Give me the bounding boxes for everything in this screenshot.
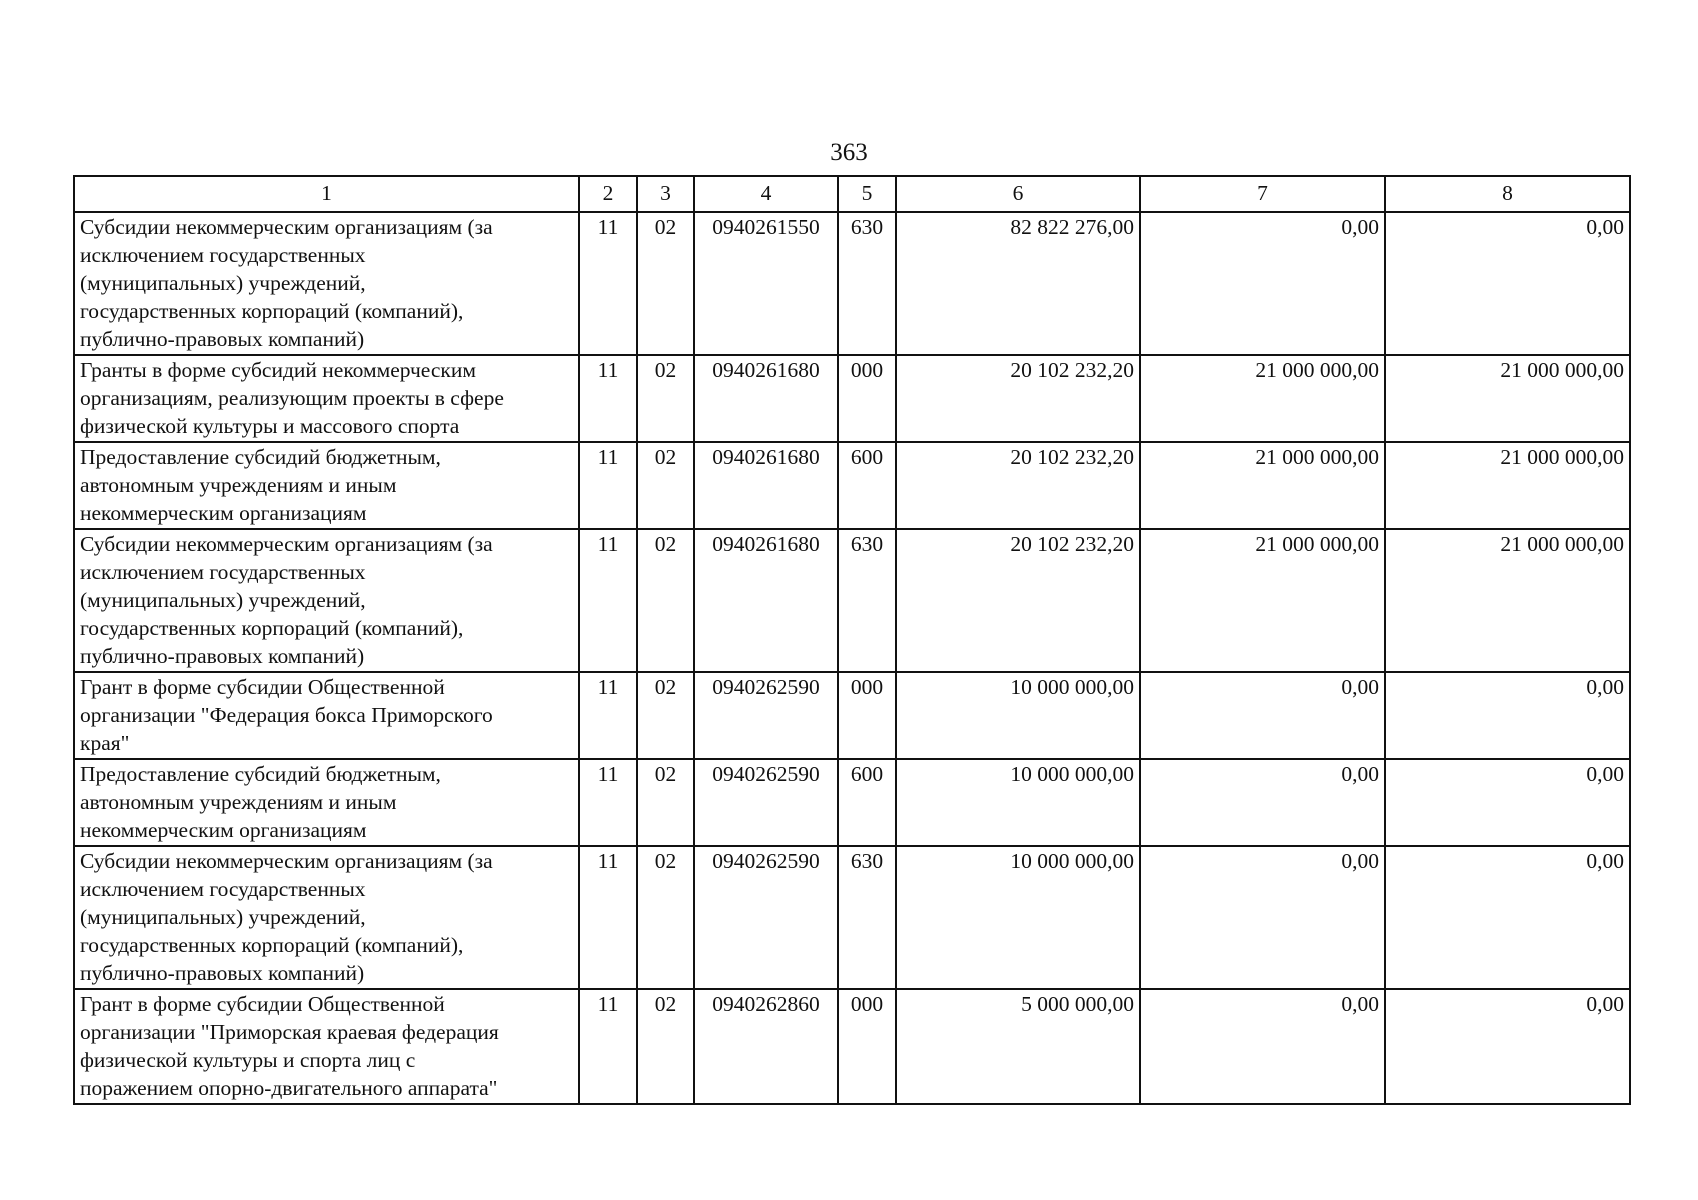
amount-col-6: 20 102 232,20 (896, 355, 1140, 442)
row-description: Субсидии некоммерческим организациям (за исключением государственных (муниципальных) учреждений, государственных корпораций (компаний), публично-правовых компаний) (74, 846, 579, 989)
column-header-1: 1 (74, 176, 579, 212)
subsection-code: 02 (637, 212, 694, 355)
target-article-code: 0940261680 (694, 442, 838, 529)
amount-col-8: 21 000 000,00 (1385, 355, 1630, 442)
column-header-5: 5 (838, 176, 896, 212)
column-header-6: 6 (896, 176, 1140, 212)
column-header-2: 2 (579, 176, 637, 212)
expense-type-code: 000 (838, 355, 896, 442)
target-article-code: 0940261680 (694, 355, 838, 442)
row-description: Грант в форме субсидии Общественной организации "Федерация бокса Приморского края" (74, 672, 579, 759)
target-article-code: 0940262590 (694, 846, 838, 989)
amount-col-6: 20 102 232,20 (896, 442, 1140, 529)
target-article-code: 0940261680 (694, 529, 838, 672)
table-row (74, 212, 1630, 355)
amount-col-6: 20 102 232,20 (896, 529, 1140, 672)
target-article-code: 0940262590 (694, 672, 838, 759)
amount-col-6: 10 000 000,00 (896, 759, 1140, 846)
amount-col-8: 0,00 (1385, 672, 1630, 759)
amount-col-6: 10 000 000,00 (896, 846, 1140, 989)
amount-col-7: 21 000 000,00 (1140, 355, 1385, 442)
amount-col-8: 0,00 (1385, 989, 1630, 1104)
target-article-code: 0940262590 (694, 759, 838, 846)
section-code: 11 (579, 442, 637, 529)
header-row (74, 176, 1630, 212)
section-code: 11 (579, 672, 637, 759)
amount-col-8: 21 000 000,00 (1385, 529, 1630, 672)
page-number: 363 (830, 139, 868, 166)
amount-col-8: 21 000 000,00 (1385, 442, 1630, 529)
section-code: 11 (579, 355, 637, 442)
column-header-4: 4 (694, 176, 838, 212)
row-description: Субсидии некоммерческим организациям (за исключением государственных (муниципальных) учреждений, государственных корпораций (компаний), публично-правовых компаний) (74, 529, 579, 672)
subsection-code: 02 (637, 989, 694, 1104)
subsection-code: 02 (637, 355, 694, 442)
column-header-7: 7 (1140, 176, 1385, 212)
expense-type-code: 000 (838, 672, 896, 759)
column-header-8: 8 (1385, 176, 1630, 212)
table-row (74, 672, 1630, 759)
amount-col-7: 0,00 (1140, 846, 1385, 989)
expense-type-code: 630 (838, 212, 896, 355)
amount-col-7: 21 000 000,00 (1140, 529, 1385, 672)
amount-col-7: 0,00 (1140, 989, 1385, 1104)
budget-table (73, 175, 1631, 1105)
subsection-code: 02 (637, 846, 694, 989)
target-article-code: 0940262860 (694, 989, 838, 1104)
subsection-code: 02 (637, 442, 694, 529)
expense-type-code: 000 (838, 989, 896, 1104)
section-code: 11 (579, 846, 637, 989)
expense-type-code: 630 (838, 846, 896, 989)
row-description: Грант в форме субсидии Общественной организации "Приморская краевая федерация физической культуры и спорта лиц с поражением опорно-двигательного аппарата" (74, 989, 579, 1104)
table-row (74, 846, 1630, 989)
expense-type-code: 600 (838, 759, 896, 846)
row-description: Предоставление субсидий бюджетным, автономным учреждениям и иным некоммерческим организациям (74, 442, 579, 529)
table-row (74, 442, 1630, 529)
amount-col-8: 0,00 (1385, 759, 1630, 846)
amount-col-8: 0,00 (1385, 846, 1630, 989)
section-code: 11 (579, 212, 637, 355)
section-code: 11 (579, 759, 637, 846)
amount-col-8: 0,00 (1385, 212, 1630, 355)
section-code: 11 (579, 529, 637, 672)
table-row (74, 355, 1630, 442)
amount-col-6: 82 822 276,00 (896, 212, 1140, 355)
column-header-3: 3 (637, 176, 694, 212)
target-article-code: 0940261550 (694, 212, 838, 355)
table-row (74, 759, 1630, 846)
subsection-code: 02 (637, 529, 694, 672)
amount-col-7: 0,00 (1140, 672, 1385, 759)
subsection-code: 02 (637, 672, 694, 759)
amount-col-6: 10 000 000,00 (896, 672, 1140, 759)
table-row (74, 989, 1630, 1104)
table-row (74, 529, 1630, 672)
row-description: Гранты в форме субсидий некоммерческим организациям, реализующим проекты в сфере физической культуры и массового спорта (74, 355, 579, 442)
subsection-code: 02 (637, 759, 694, 846)
amount-col-7: 0,00 (1140, 759, 1385, 846)
row-description: Предоставление субсидий бюджетным, автономным учреждениям и иным некоммерческим организациям (74, 759, 579, 846)
expense-type-code: 630 (838, 529, 896, 672)
amount-col-6: 5 000 000,00 (896, 989, 1140, 1104)
expense-type-code: 600 (838, 442, 896, 529)
amount-col-7: 21 000 000,00 (1140, 442, 1385, 529)
row-description: Субсидии некоммерческим организациям (за исключением государственных (муниципальных) учреждений, государственных корпораций (компаний), публично-правовых компаний) (74, 212, 579, 355)
section-code: 11 (579, 989, 637, 1104)
amount-col-7: 0,00 (1140, 212, 1385, 355)
